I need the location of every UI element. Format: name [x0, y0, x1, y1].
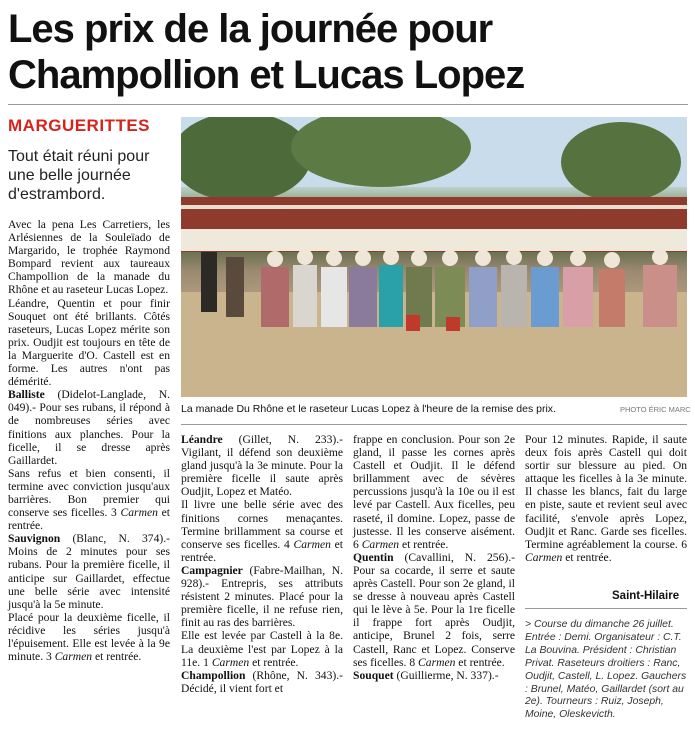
bull-name: Champollion: [181, 668, 246, 682]
leandre-paragraph: Léandre (Gillet, N. 233).- Vigilant, il défend son deuxième gland jusqu'à la 3e minute. Pour la première ficelle il saute après Oudjit, Lopez et Matéo.: [181, 433, 343, 499]
summary-paragraph: Léandre, Quentin et pour finir Souquet ont été brillants. Côtés raseteurs, Lucas Lopez mérite son prix. Oudjit est toujours en tête de la Marguerite d'O. Castell est en forme. Les autres n'ont pas démérité.: [8, 296, 170, 389]
race-info-note: > Course du dimanche 26 juillet. Entrée : Demi. Organisateur : C.T. La Bouvina. Président : Christian Privat. Raseteurs droitiers : Ranc, Oudjit, Castell, L. Lopez. Gauchers : Brunel, Matéo, Gaillardet (sort au 2e). Tourneurs : Ruiz, Joseph, Moine, Oleskevicth.: [525, 619, 687, 721]
article-column-2: [181, 433, 343, 695]
bull-name: Léandre: [181, 433, 223, 446]
note-rule: [525, 608, 687, 609]
bull-name: Campagnier: [181, 563, 243, 577]
headline: [8, 6, 688, 98]
bull-name: Quentin: [353, 550, 394, 564]
headline-line-2: Champollion et Lucas Lopez: [8, 53, 525, 97]
photo-credit: PHOTO ÉRIC MARC: [620, 405, 691, 414]
leandre-paragraph-2: Il livre une belle série avec des finitions cornes menaçantes. Termine brillamment sa course et conserve ses ficelles. 4 Carmen et rentrée.: [181, 498, 344, 564]
champollion-paragraph: Champollion (Rhône, N. 343).- Décidé, il vient fort et: [181, 668, 343, 695]
souquet-paragraph-cont: Pour 12 minutes. Rapide, il saute deux fois après Castell qui doit sortir sur blessure au pied. On attaque les ficelles à la 3e minute. Il chasse les blancs, fait du large en piste, saute et revient seul avec facilité, s'envole après Lopez, Oudjit et Ranc. Garde ses ficelles. Termine agréablement la course. 6 Carmen et rentrée.: [525, 433, 687, 564]
campagnier-paragraph: Campagnier (Fabre-Mailhan, N. 928).- Entrepris, ses attributs résistent 2 minutes. Placé pour la première ficelle, il ne refuse rien, finit au ras des barrières.: [181, 563, 343, 630]
sauvignon-paragraph-2: Placé pour la deuxième ficelle, il récidive les séries jusqu'à l'épuisement. Elle est levée à la 9e minute. 3 Carmen et rentrée.: [8, 610, 170, 664]
champollion-paragraph-cont: frappe en conclusion. Pour son 2e gland, il passe les cornes après Castell et Oudjit. Il le défend brillamment avec de sévères percussions jusqu'à la 10e ou il est levé par Castell. Aux ficelles, peu raseté, il domine. Lopez, passe de justesse. Il les conserve aisément. 6 Carmen et rentrée.: [353, 433, 515, 551]
caption-rule: [181, 424, 687, 425]
sauvignon-paragraph: Sauvignon (Blanc, N. 374).- Moins de 2 minutes pour ses rubans. Pour la première ficelle, il anticipe sur Gaillardet, effectue une belle série avec intensité jusqu'à la 5e minute.: [8, 532, 170, 611]
campagnier-paragraph-2: Elle est levée par Castell à la 8e. La deuxième l'est par Lopez à la 11e. 1 Carmen et rentrée.: [181, 629, 343, 669]
award-photo: [181, 117, 687, 397]
quentin-paragraph: Quentin (Cavallini, N. 256).- Pour sa cocarde, il serre et saute après Castell. Pour son 2e gland, il se dresse à nouveau après Castell qui le lève à 5e. Pour la 1re ficelle il frappe fort après Oudjit, anticipe, Brunel 2 fois, serre Castell, Ranc et Lopez. Conserve ses ficelles. 8 Carmen et rentrée.: [353, 550, 515, 669]
bull-name: Souquet: [353, 668, 394, 682]
article-column-1: [8, 218, 170, 663]
bull-name: Balliste: [8, 388, 45, 402]
balliste-paragraph-2: Sans refus et bien consenti, il termine avec conviction jusqu'aux barrières. Bon premier qui conserve ses ficelles. 3 Carmen et rentrée.: [8, 466, 171, 533]
article-column-4: [525, 433, 687, 564]
headline-rule: [8, 104, 688, 105]
article-column-3: [353, 433, 515, 682]
intro-paragraph: Avec la pena Les Carretiers, les Arlésiennes de la Souleïado de Margarido, le trophée Raymond Bompard revient aux taureaux Champollion de la manade du Rhône et au raseteur Lucas Lopez.: [8, 218, 170, 297]
location-kicker: MARGUERITTES: [8, 116, 150, 135]
author-signature: Saint-Hilaire: [612, 590, 680, 602]
photo-caption: La manade Du Rhône et le raseteur Lucas Lopez à l'heure de la remise des prix.: [181, 403, 556, 415]
balliste-paragraph: Balliste (Didelot-Langlade, N. 049).- Pour ses rubans, il répond à de nombreuses séries avec finitions aux planches. Pour la ficelle, il se dresse après Gaillardet.: [8, 388, 170, 467]
photo-illustration: [181, 117, 687, 397]
souquet-paragraph: Souquet (Guillierme, N. 337).-: [353, 668, 499, 682]
chapeau: Tout était réuni pour une belle journée d'estrambord.: [8, 148, 150, 203]
headline-line-1: Les prix de la journée pour: [8, 7, 493, 51]
bull-name: Sauvignon: [8, 532, 61, 546]
